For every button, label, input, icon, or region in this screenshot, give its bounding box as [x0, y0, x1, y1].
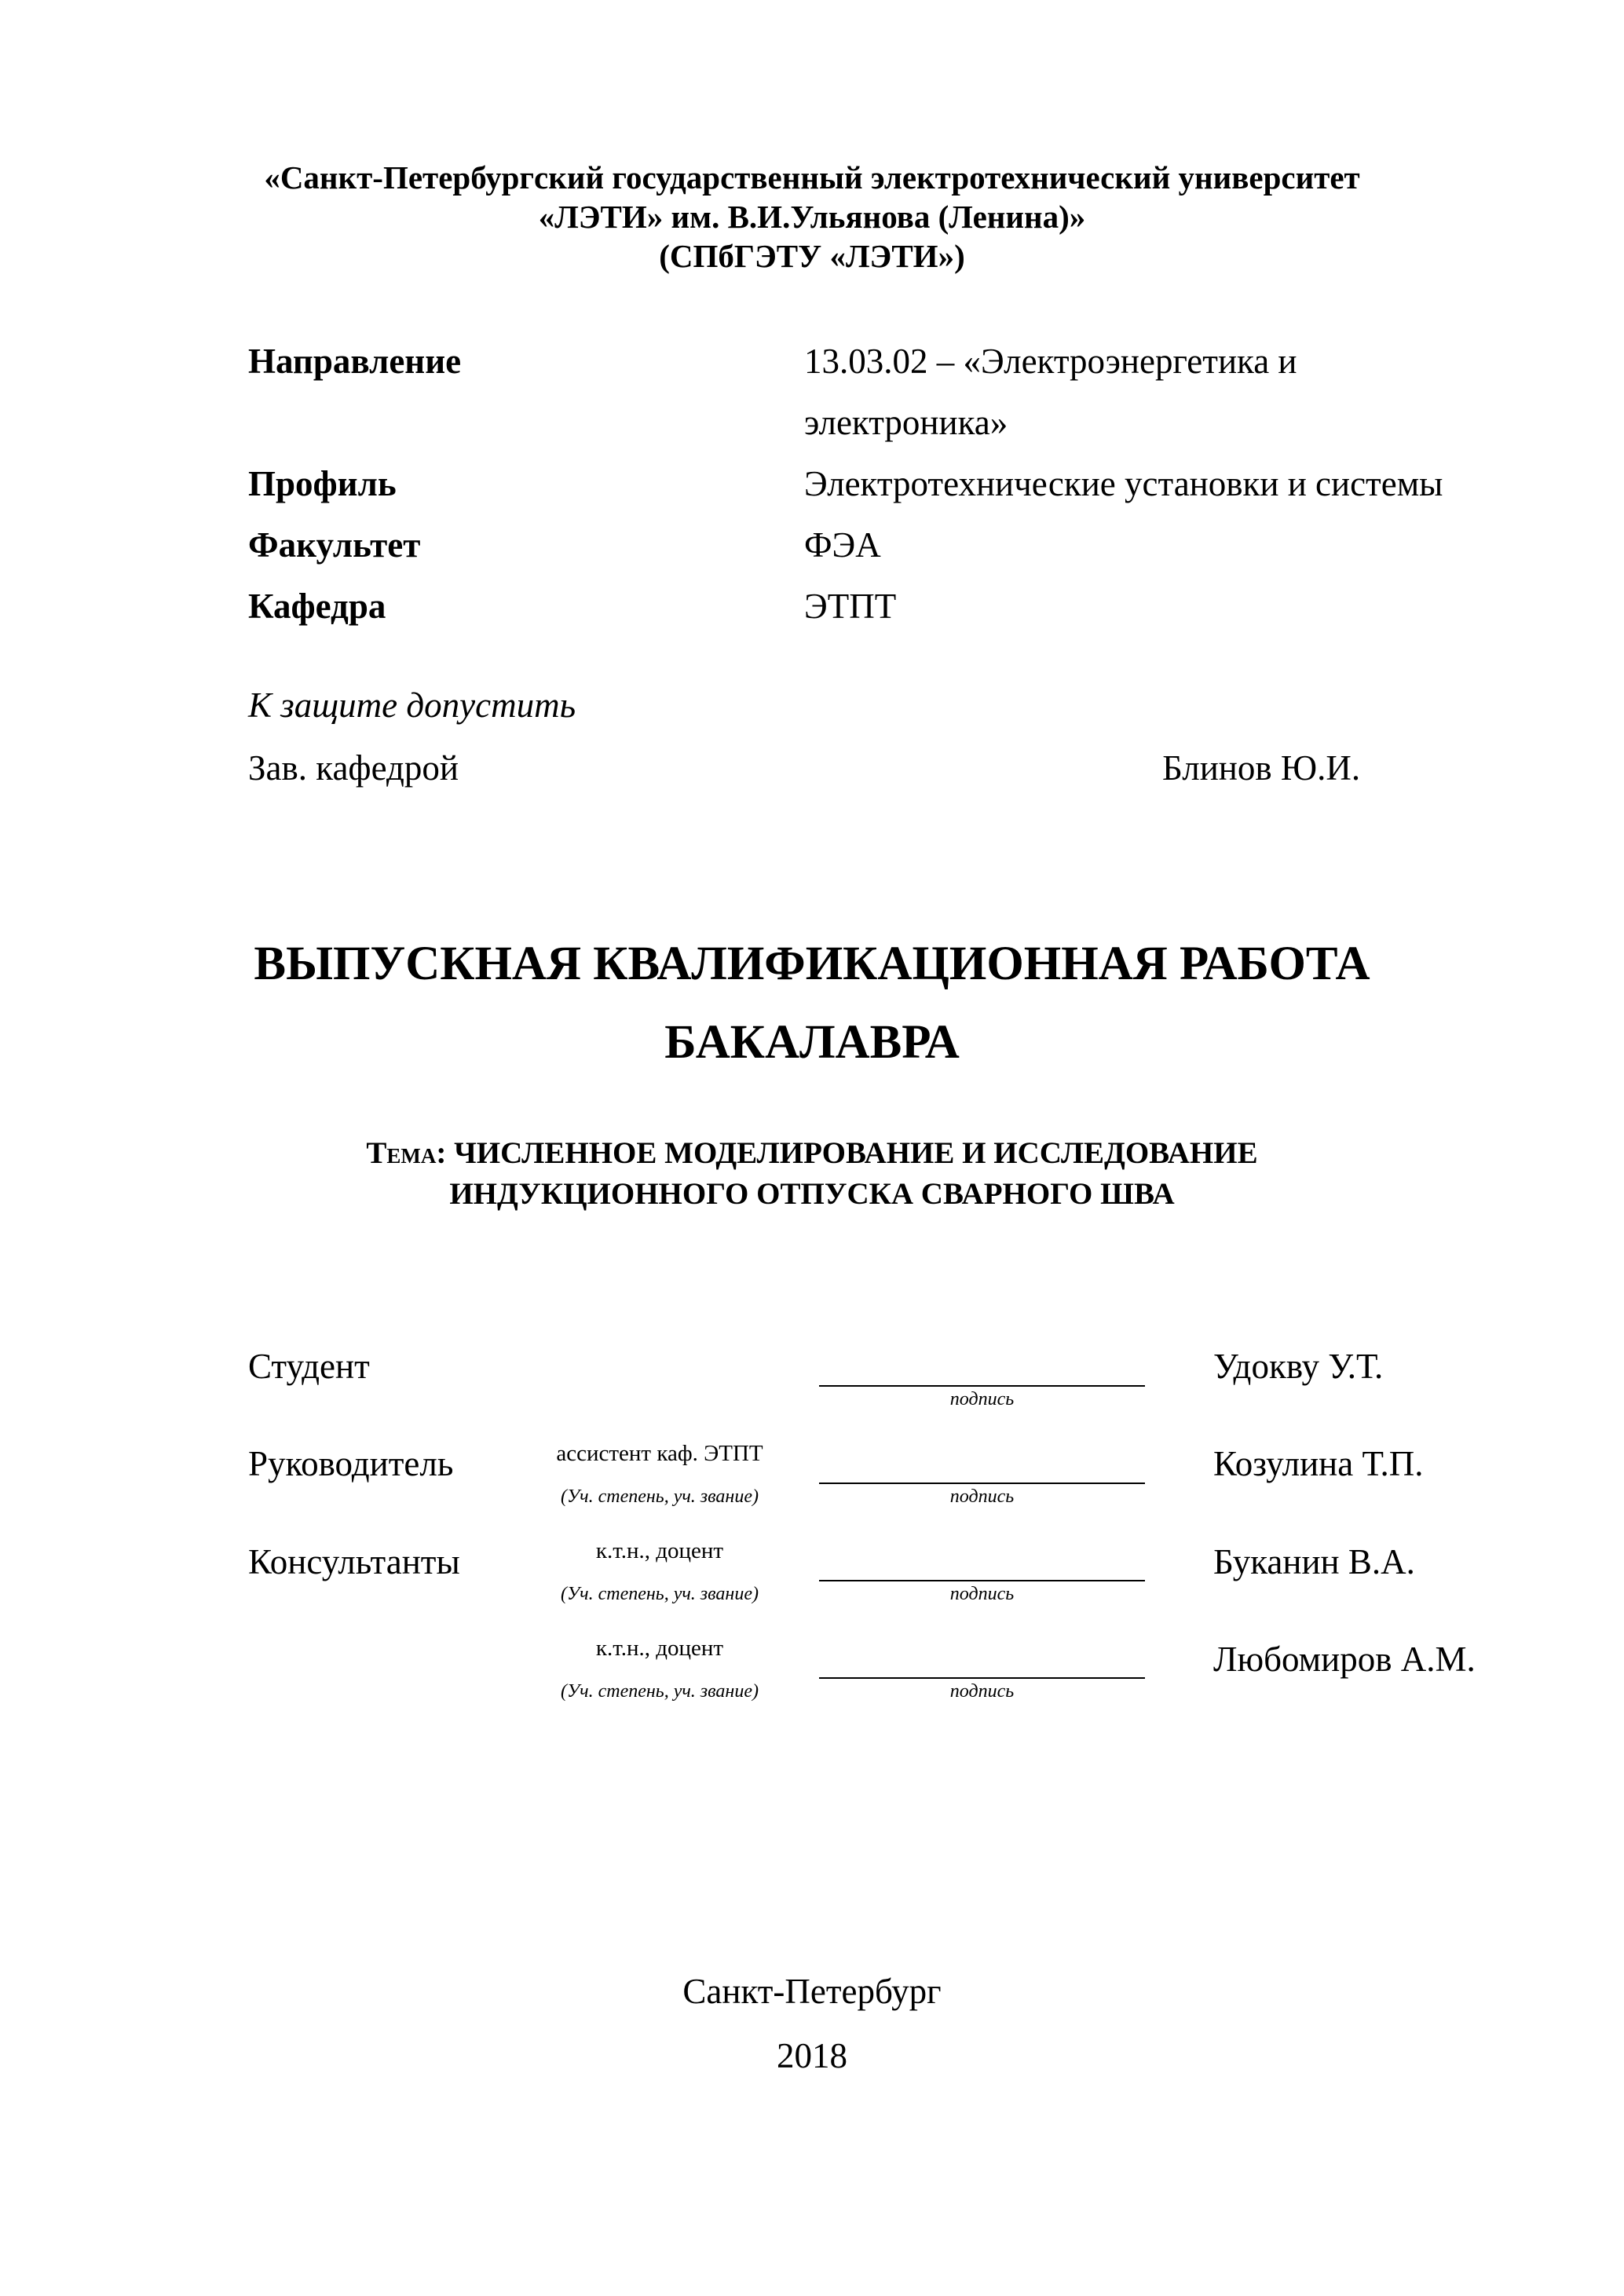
- supervisor-degree-hint: (Уч. степень, уч. звание): [561, 1486, 759, 1507]
- consultant-1-signature-caption: подпись: [949, 1584, 1015, 1604]
- work-title-line-1: ВЫПУСКНАЯ КВАЛИФИКАЦИОННАЯ РАБОТА: [254, 938, 1370, 990]
- work-title-line-2: БАКАЛАВРА: [664, 1016, 960, 1069]
- consultant-1-signature-line: [819, 1580, 1145, 1581]
- faculty-label: Факультет: [248, 525, 421, 565]
- direction-value-line-1: 13.03.02 – «Электроэнергетика и: [804, 342, 1297, 381]
- theme-prefix: Тема:: [366, 1136, 447, 1170]
- year: 2018: [777, 2036, 847, 2075]
- consultant-2-signature-caption: подпись: [949, 1681, 1015, 1702]
- consultant-2-degree: к.т.н., доцент: [595, 1636, 724, 1661]
- student-name: Удокву У.Т.: [1213, 1347, 1384, 1386]
- direction-label: Направление: [248, 342, 462, 381]
- theme-text-line-1: ЧИСЛЕННОЕ МОДЕЛИРОВАНИЕ И ИССЛЕДОВАНИЕ: [454, 1136, 1258, 1170]
- admission-note: К защите допустить: [248, 686, 576, 725]
- faculty-value: ФЭА: [804, 525, 881, 565]
- supervisor-signature-line: [819, 1483, 1145, 1484]
- supervisor-signature-caption: подпись: [949, 1486, 1015, 1507]
- consultant-2-signature-line: [819, 1677, 1145, 1679]
- student-role: Студент: [248, 1347, 370, 1386]
- university-name-line-2: «ЛЭТИ» им. В.И.Ульянова (Ленина)»: [538, 199, 1086, 235]
- consultant-1-degree-hint: (Уч. степень, уч. звание): [561, 1584, 759, 1604]
- consultant-1-name: Буканин В.А.: [1213, 1542, 1415, 1581]
- theme-line-2: ИНДУКЦИОННОГО ОТПУСКА СВАРНОГО ШВА: [449, 1177, 1175, 1211]
- supervisor-role: Руководитель: [248, 1444, 454, 1483]
- consultant-1-degree: к.т.н., доцент: [595, 1538, 724, 1563]
- department-label: Кафедра: [248, 587, 386, 626]
- university-name-line-1: «Санкт-Петербургский государственный электротехнический университет: [264, 159, 1360, 196]
- consultant-2-degree-hint: (Уч. степень, уч. звание): [561, 1681, 759, 1702]
- department-head-label: Зав. кафедрой: [248, 748, 459, 788]
- department-head-name: Блинов Ю.И.: [1162, 748, 1361, 788]
- profile-label: Профиль: [248, 464, 397, 503]
- profile-value: Электротехнические установки и системы: [804, 464, 1443, 503]
- city: Санкт-Петербург: [682, 1972, 942, 2011]
- student-signature-line: [819, 1385, 1145, 1387]
- theme-line-1: [0, 1135, 1624, 1172]
- supervisor-name: Козулина Т.П.: [1213, 1444, 1424, 1483]
- department-value: ЭТПТ: [804, 587, 897, 626]
- university-abbreviation: (СПбГЭТУ «ЛЭТИ»): [659, 238, 965, 274]
- supervisor-degree: ассистент каф. ЭТПТ: [556, 1441, 763, 1466]
- consultants-role: Консультанты: [248, 1542, 460, 1581]
- student-signature-caption: подпись: [949, 1389, 1015, 1409]
- direction-value-line-2: электроника»: [804, 403, 1008, 442]
- consultant-2-name: Любомиров А.М.: [1213, 1640, 1476, 1679]
